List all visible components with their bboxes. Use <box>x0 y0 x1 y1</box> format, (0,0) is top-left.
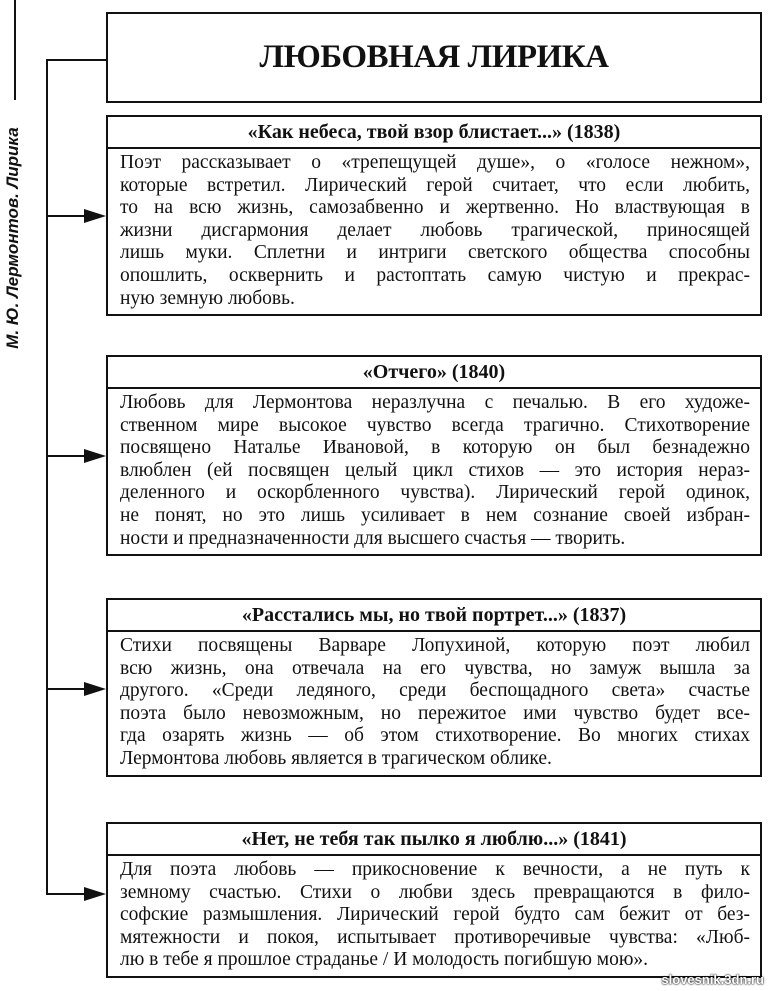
text-line: гда озарять жизнь — об этом стихотворение. Во многих стихах <box>120 725 750 747</box>
text-line: мятежности и покоя, испытывает противоречивые чувства: «Люб- <box>120 926 750 948</box>
section-heading: «Как небеса, твой взор блистает...» (1838) <box>108 117 760 149</box>
connector-line <box>46 688 86 690</box>
section-text <box>108 632 760 775</box>
page-title: ЛЮБОВНАЯ ЛИРИКА <box>106 12 762 103</box>
text-line: жизни дисгармония делает любовь трагической, приносящей <box>120 219 750 241</box>
side-rule <box>14 0 16 100</box>
text-line: Любовь для Лермонтова неразлучна с печалью. В его художе- <box>120 392 750 413</box>
text-line: Стихи посвящены Варваре Лопухиной, которую поэт любил <box>120 635 750 656</box>
section-text <box>108 856 760 976</box>
text-line: то на всю жизнь, самозабвенно и жертвенно. Но властвующая в <box>120 197 750 219</box>
text-line: лишь муки. Сплетни и интриги светского общества способны <box>120 242 750 264</box>
arrow-right-icon <box>84 887 106 901</box>
section-heading: «Нет, не тебя так пылко я люблю...» (1841) <box>108 824 760 856</box>
section-text <box>108 149 760 314</box>
connector-line <box>46 893 86 895</box>
running-header: М. Ю. Лермонтов. Лирика <box>3 127 22 349</box>
connector-trunk <box>46 59 48 895</box>
text-line: другого. «Среди ледяного, среди беспощадного света» счастье <box>120 680 750 702</box>
text-line: поэта было невозможным, но пережитое ими чувство будет все- <box>120 702 750 724</box>
section-box <box>106 115 762 316</box>
text-line: Лермонтова любовь является в трагическом облике. <box>120 747 552 769</box>
text-line: Поэт рассказывает о «трепещущей душе», о «голосе нежном», <box>120 152 750 173</box>
text-line: ности и предназначенности для высшего счастья — творить. <box>120 527 626 549</box>
text-line: деленного и оскорбленного чувства). Лирический герой одинок, <box>120 482 750 504</box>
text-line: всю жизнь, она отвечала на его чувства, но замуж вышла за <box>120 657 750 679</box>
watermark: slovesnik.3dn.ru <box>661 972 764 987</box>
connector-line <box>46 455 86 457</box>
connector-title <box>46 59 106 61</box>
text-line: ную земную любовь. <box>120 287 295 309</box>
section-text <box>108 389 760 554</box>
text-line: опошлить, осквернить и растоптать самую чистую и прекрас- <box>120 264 750 286</box>
arrow-right-icon <box>84 682 106 696</box>
text-line: софские размышления. Лирический герой будто сам бежит от без- <box>120 904 750 926</box>
text-line: лю в тебе я прошлое страданье / И молодость погибшую мою». <box>120 949 649 971</box>
section-box <box>106 355 762 556</box>
text-line: посвящено Наталье Ивановой, в которую он был безнадежно <box>120 437 750 459</box>
arrow-right-icon <box>84 449 106 463</box>
text-line: которые встретил. Лирический герой считает, что если любить, <box>120 174 750 196</box>
text-line: не понят, но это лишь усиливает в нем сознание своей избран- <box>120 504 750 526</box>
section-box <box>106 822 762 978</box>
text-line: влюблен (ей посвящен целый цикл стихов — это история нераз- <box>120 459 750 481</box>
section-heading: «Расстались мы, но твой портрет...» (1837) <box>108 600 760 632</box>
text-line: ственном мире высокое чувство всегда трагично. Стихотворение <box>120 414 750 436</box>
section-box <box>106 598 762 777</box>
text-line: Для поэта любовь — прикосновение к вечности, а не путь к <box>120 859 750 880</box>
arrow-right-icon <box>84 209 106 223</box>
section-heading: «Отчего» (1840) <box>108 357 760 389</box>
text-line: земному счастью. Стихи о любви здесь превращаются в фило- <box>120 881 750 903</box>
connector-line <box>46 215 86 217</box>
